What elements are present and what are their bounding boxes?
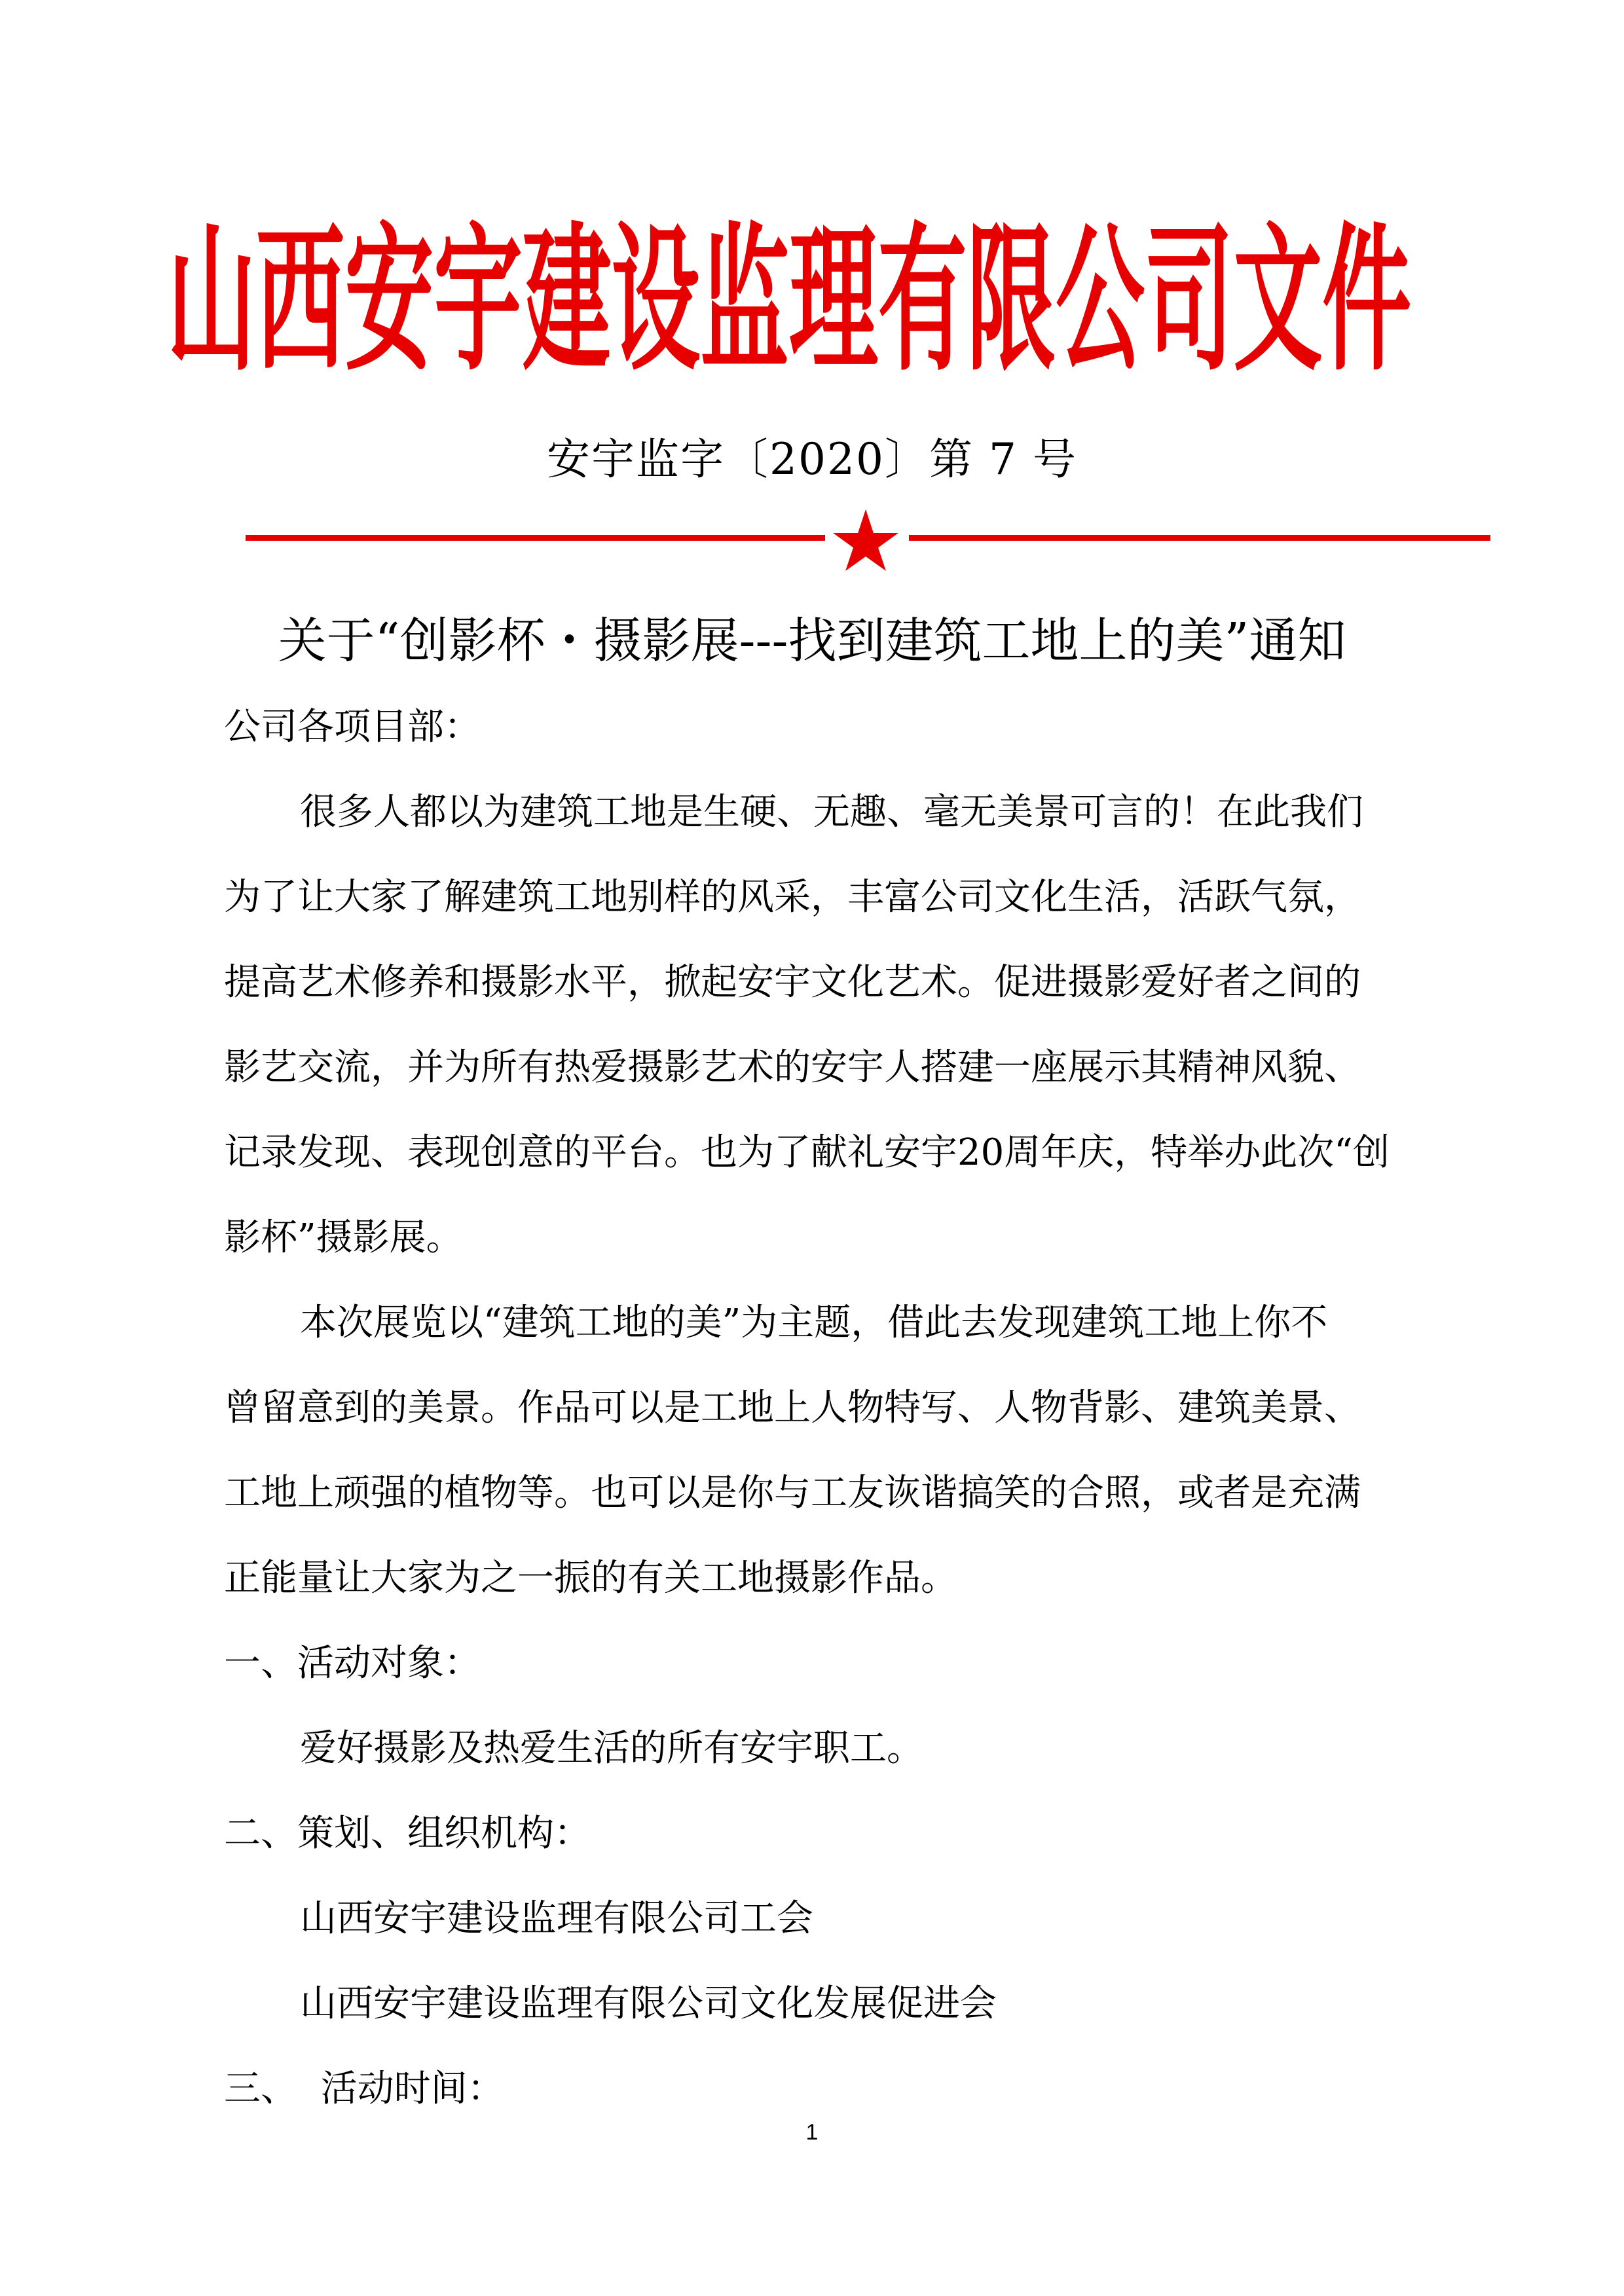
paragraph-line: 影杯”摄影展。 [224,1216,463,1259]
paragraph-line: 工地上顽强的植物等。也可以是你与工友诙谐搞笑的合照，或者是充满 [224,1472,1361,1514]
paragraph-line: 正能量让大家为之一振的有关工地摄影作品。 [224,1557,957,1599]
red-divider-left [246,535,825,541]
page-number: 1 [805,2120,819,2145]
paragraph-line: 曾留意到的美景。作品可以是工地上人物特写、人物背影、建筑美景、 [224,1387,1361,1429]
section-heading: 三、 活动时间： [224,2068,504,2110]
organizer-item: 山西安宇建设监理有限公司工会 [300,1897,813,1940]
letterhead-title [0,203,1624,399]
paragraph-line: 记录发现、表现创意的平台。也为了献礼安宇20周年庆，特举办此次“创 [224,1131,1390,1174]
paragraph-line: 很多人都以为建筑工地是生硬、无趣、毫无美景可言的！在此我们 [300,791,1363,833]
section-heading: 一、活动对象： [224,1642,481,1685]
paragraph-line: 本次展览以“建筑工地的美”为主题，借此去发现建筑工地上你不 [300,1302,1328,1344]
salutation: 公司各项目部： [224,706,481,748]
red-divider-right [909,535,1490,541]
document-number: 安宇监字〔2020〕第 7 号 [547,434,1077,484]
notice-title: 关于“创影杯・摄影展---找到建筑工地上的美”通知 [278,613,1346,669]
paragraph-line: 提高艺术修养和摄影水平，掀起安宇文化艺术。促进摄影爱好者之间的 [224,961,1361,1004]
paragraph-line: 为了让大家了解建筑工地别样的风采，丰富公司文化生活，活跃气氛， [224,876,1361,919]
section-body: 爱好摄影及热爱生活的所有安宇职工。 [300,1727,923,1770]
paragraph-line: 影艺交流，并为所有热爱摄影艺术的安宇人搭建一座展示其精神风貌、 [224,1046,1361,1089]
star-icon [833,509,898,571]
organizer-item: 山西安宇建设监理有限公司文化发展促进会 [300,1982,997,2025]
org-title: 山西安宇建设监理有限公司文件 [167,208,1412,393]
section-heading: 二、策划、组织机构： [224,1812,591,1855]
